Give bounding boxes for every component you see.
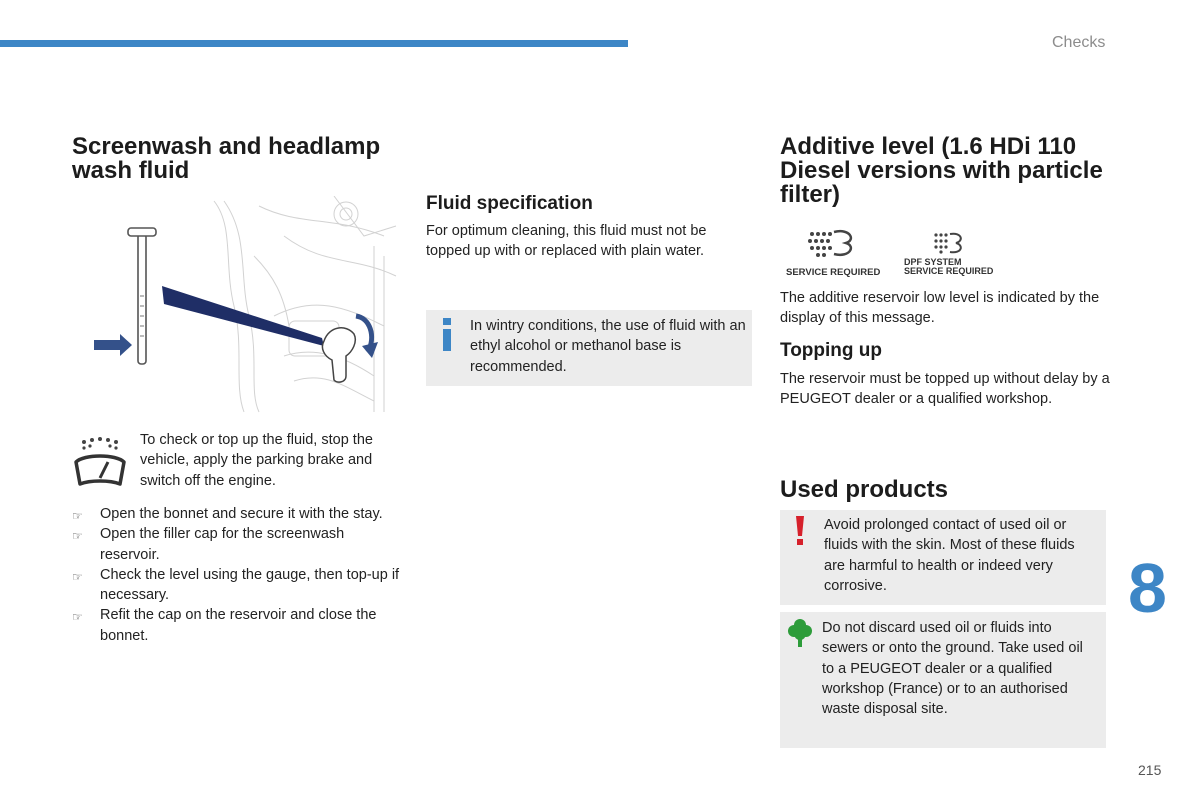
dpf-service-icon: [932, 230, 966, 256]
step-text: Refit the cap on the reservoir and close the bonnet.: [100, 607, 377, 644]
list-item: [72, 565, 402, 606]
service-warning-icons: [784, 226, 1014, 282]
page-number: 215: [1138, 762, 1162, 778]
pointing-hand-icon: ☞: [72, 509, 83, 523]
warning-note-box: [780, 510, 1106, 605]
tree-icon: [788, 618, 812, 648]
additive-title: Additive level (1.6 HDi 110 Diesel versions with particle filter): [780, 133, 1103, 208]
service-required-label: SERVICE REQUIRED: [786, 267, 881, 278]
step-text: Open the filler cap for the screenwash reservoir.: [100, 526, 345, 563]
topping-up-text: The reservoir must be topped up without delay by a PEUGEOT dealer or a qualified workshop.: [780, 371, 1110, 408]
dpf-system-label: DPF SYSTEM: [904, 257, 962, 267]
chapter-number: 8: [1128, 549, 1167, 627]
screenwash-steps: [72, 504, 402, 646]
screenwash-title: Screenwash and headlamp wash fluid: [72, 133, 381, 184]
screenwash-fluid-icon: [70, 434, 130, 490]
pointing-hand-icon: ☞: [72, 569, 83, 584]
info-icon: [440, 318, 454, 354]
header-accent-bar: [0, 40, 628, 47]
check-instructions: To check or top up the fluid, stop the vehicle, apply the parking brake and switch off the engine.: [140, 432, 373, 489]
dpf-service-required-label: SERVICE REQUIRED: [904, 266, 994, 276]
engine-service-icon: [806, 226, 858, 260]
environment-note-text: Do not discard used oil or fluids into sewers or onto the ground. Take used oil to a PEUGEOT dealer or a qualified workshop (France) or to an authorised waste disposal site.: [822, 620, 1083, 718]
list-item: [72, 524, 402, 565]
used-products-title: Used products: [780, 476, 949, 503]
pointing-hand-icon: ☞: [72, 529, 83, 544]
fluid-spec-title: Fluid specification: [426, 193, 593, 214]
info-note-box: [426, 310, 752, 386]
step-text: Check the level using the gauge, then top-up if necessary.: [100, 566, 400, 604]
environment-note-box: [780, 612, 1106, 748]
additive-text: The additive reservoir low level is indicated by the display of this message.: [780, 290, 1100, 327]
screenwash-gauge-illustration: [84, 196, 398, 414]
topping-up-title: Topping up: [780, 340, 882, 361]
warning-note-text: Avoid prolonged contact of used oil or fluids with the skin. Most of these fluids are harmful to health or indeed very corrosive.: [824, 517, 1075, 594]
info-note-text: In wintry conditions, the use of fluid with an ethyl alcohol or methanol base is recommended.: [470, 318, 746, 375]
exclamation-icon: [794, 516, 806, 546]
fluid-spec-text: For optimum cleaning, this fluid must not be topped up with or replaced with plain water.: [426, 223, 707, 260]
list-item: [72, 605, 402, 646]
pointing-hand-icon: ☞: [72, 610, 83, 625]
step-text: Open the bonnet and secure it with the stay.: [100, 506, 383, 522]
list-item: [72, 504, 402, 524]
section-title: Checks: [1052, 34, 1106, 51]
